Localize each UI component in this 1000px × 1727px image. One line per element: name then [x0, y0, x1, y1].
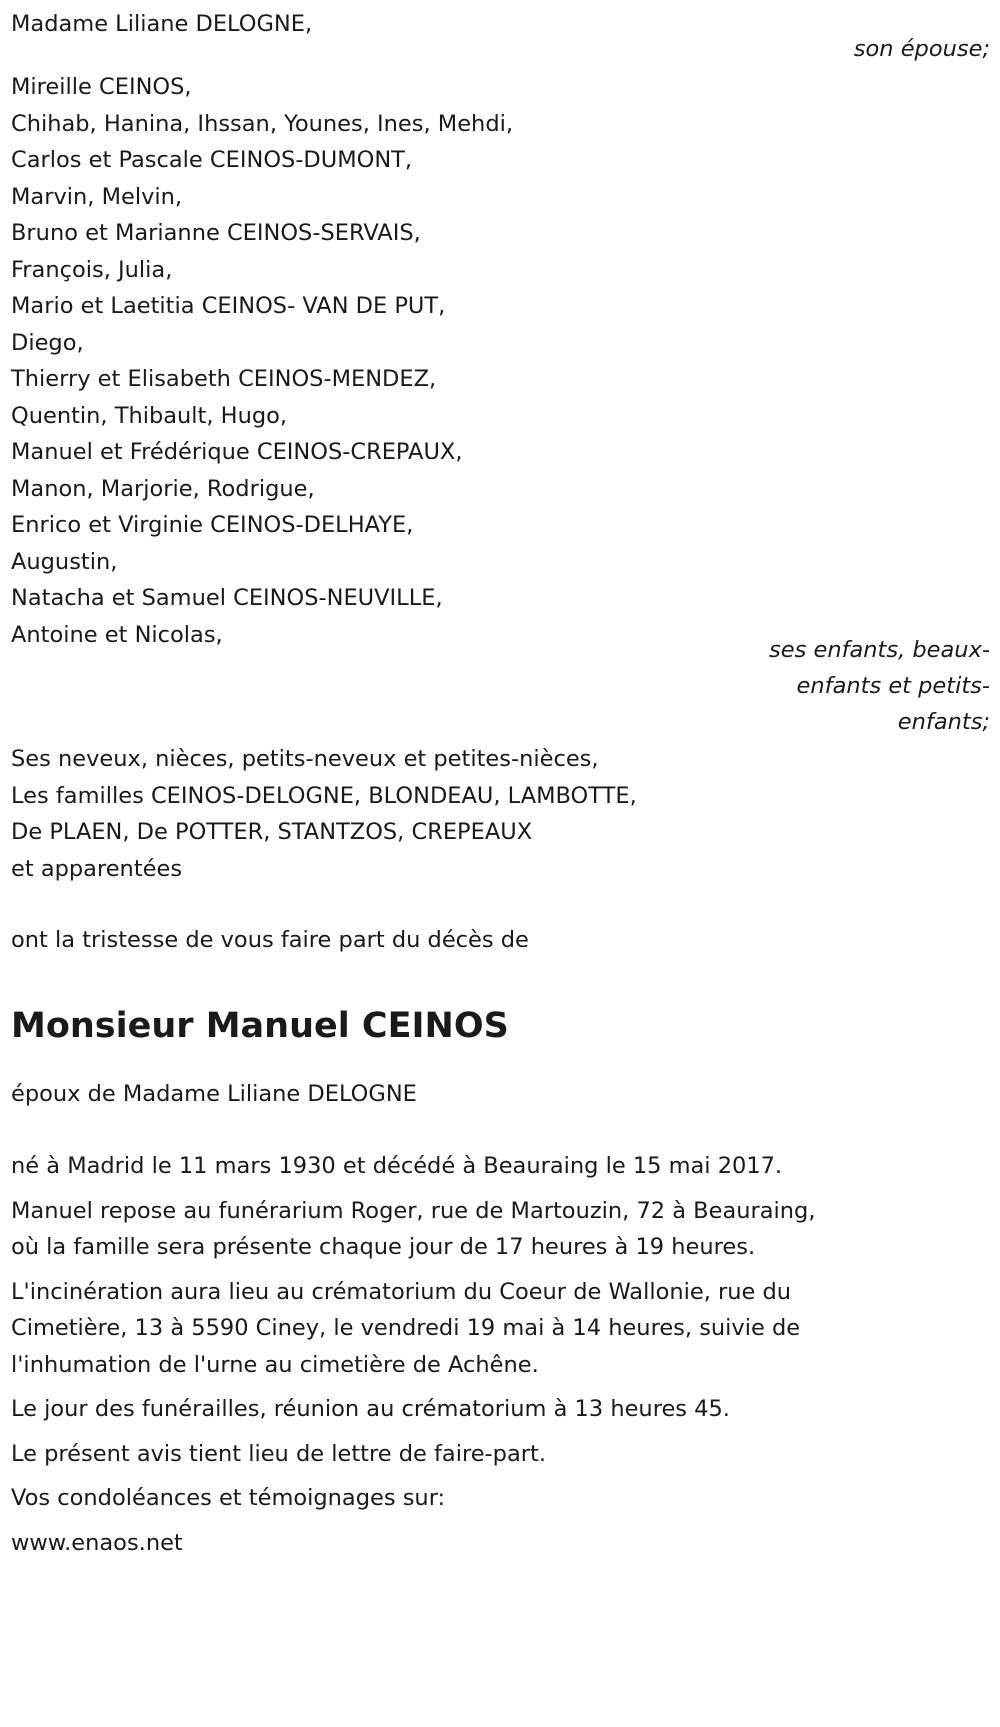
- children-line: Diego,: [11, 329, 84, 356]
- details-block: [11, 1148, 816, 1569]
- children-line: Enrico et Virginie CEINOS-DELHAYE,: [11, 512, 414, 538]
- children-line: Antoine et Nicolas,: [11, 621, 223, 648]
- meeting-text: Le jour des funérailles, réunion au crématorium à 13 heures 45.: [11, 1396, 730, 1422]
- deceased-name: Monsieur Manuel CEINOS: [11, 1006, 509, 1046]
- children-line: Thierry et Elisabeth CEINOS-MENDEZ,: [11, 366, 437, 392]
- children-line: Natacha et Samuel CEINOS-NEUVILLE,: [11, 585, 443, 611]
- cremation-text: [11, 1274, 816, 1384]
- children-block: [11, 69, 513, 653]
- children-line: Augustin,: [11, 548, 118, 575]
- spouse-name: Madame Liliane DELOGNE,: [11, 11, 313, 37]
- children-line: Carlos et Pascale CEINOS-DUMONT,: [11, 147, 413, 173]
- children-role-line: ses enfants, beaux-: [769, 637, 990, 663]
- birth-death-text: [11, 1148, 816, 1185]
- children-line: Mario et Laetitia CEINOS- VAN DE PUT,: [11, 293, 446, 319]
- website-link[interactable]: www.enaos.net: [11, 1529, 183, 1556]
- cremation-line: l'inhumation de l'urne au cimetière de Achêne.: [11, 1351, 539, 1378]
- cremation-line: Cimetière, 13 à 5590 Ciney, le vendredi 19 mai à 14 heures, suivie de: [11, 1315, 801, 1341]
- children-role: [769, 632, 990, 740]
- children-line: Bruno et Marianne CEINOS-SERVAIS,: [11, 220, 421, 246]
- children-line: Quentin, Thibault, Hugo,: [11, 402, 288, 429]
- family-line: Les familles CEINOS-DELOGNE, BLONDEAU, LAMBOTTE,: [11, 782, 637, 809]
- family-line: Ses neveux, nièces, petits-neveux et petites-nièces,: [11, 746, 599, 772]
- birth-death-line: né à Madrid le 11 mars 1930 et décédé à Beauraing le 15 mai 2017.: [11, 1153, 783, 1179]
- spouse-block: [11, 6, 312, 43]
- cremation-line: L'incinération aura lieu au crématorium du Coeur de Wallonie, rue du: [11, 1278, 792, 1305]
- children-role-line: enfants;: [897, 709, 990, 735]
- children-line: Manuel et Frédérique CEINOS-CREPAUX,: [11, 439, 463, 465]
- deceased-spouse-of: époux de Madame Liliane DELOGNE: [11, 1081, 417, 1107]
- children-line: François, Julia,: [11, 256, 173, 283]
- repose-line: Manuel repose au funérarium Roger, rue de Martouzin, 72 à Beauraing,: [11, 1197, 816, 1224]
- children-line: Marvin, Melvin,: [11, 183, 183, 210]
- family-line: De PLAEN, De POTTER, STANTZOS, CREPEAUX: [11, 819, 533, 845]
- repose-text: [11, 1193, 816, 1266]
- children-line: Mireille CEINOS,: [11, 74, 192, 100]
- condolences-text: Vos condoléances et témoignages sur:: [11, 1485, 446, 1511]
- extended-family-block: [11, 741, 637, 887]
- family-line: et apparentées: [11, 855, 183, 882]
- children-role-line: enfants et petits-: [796, 673, 990, 699]
- children-line: Manon, Marjorie, Rodrigue,: [11, 475, 315, 502]
- announcement-text: ont la tristesse de vous faire part du décès de: [11, 927, 529, 953]
- repose-line: où la famille sera présente chaque jour de 17 heures à 19 heures.: [11, 1234, 756, 1260]
- children-line: Chihab, Hanina, Ihssan, Younes, Ines, Mehdi,: [11, 110, 513, 137]
- notice-text: Le présent avis tient lieu de lettre de faire-part.: [11, 1440, 546, 1467]
- spouse-role: son épouse;: [853, 36, 990, 62]
